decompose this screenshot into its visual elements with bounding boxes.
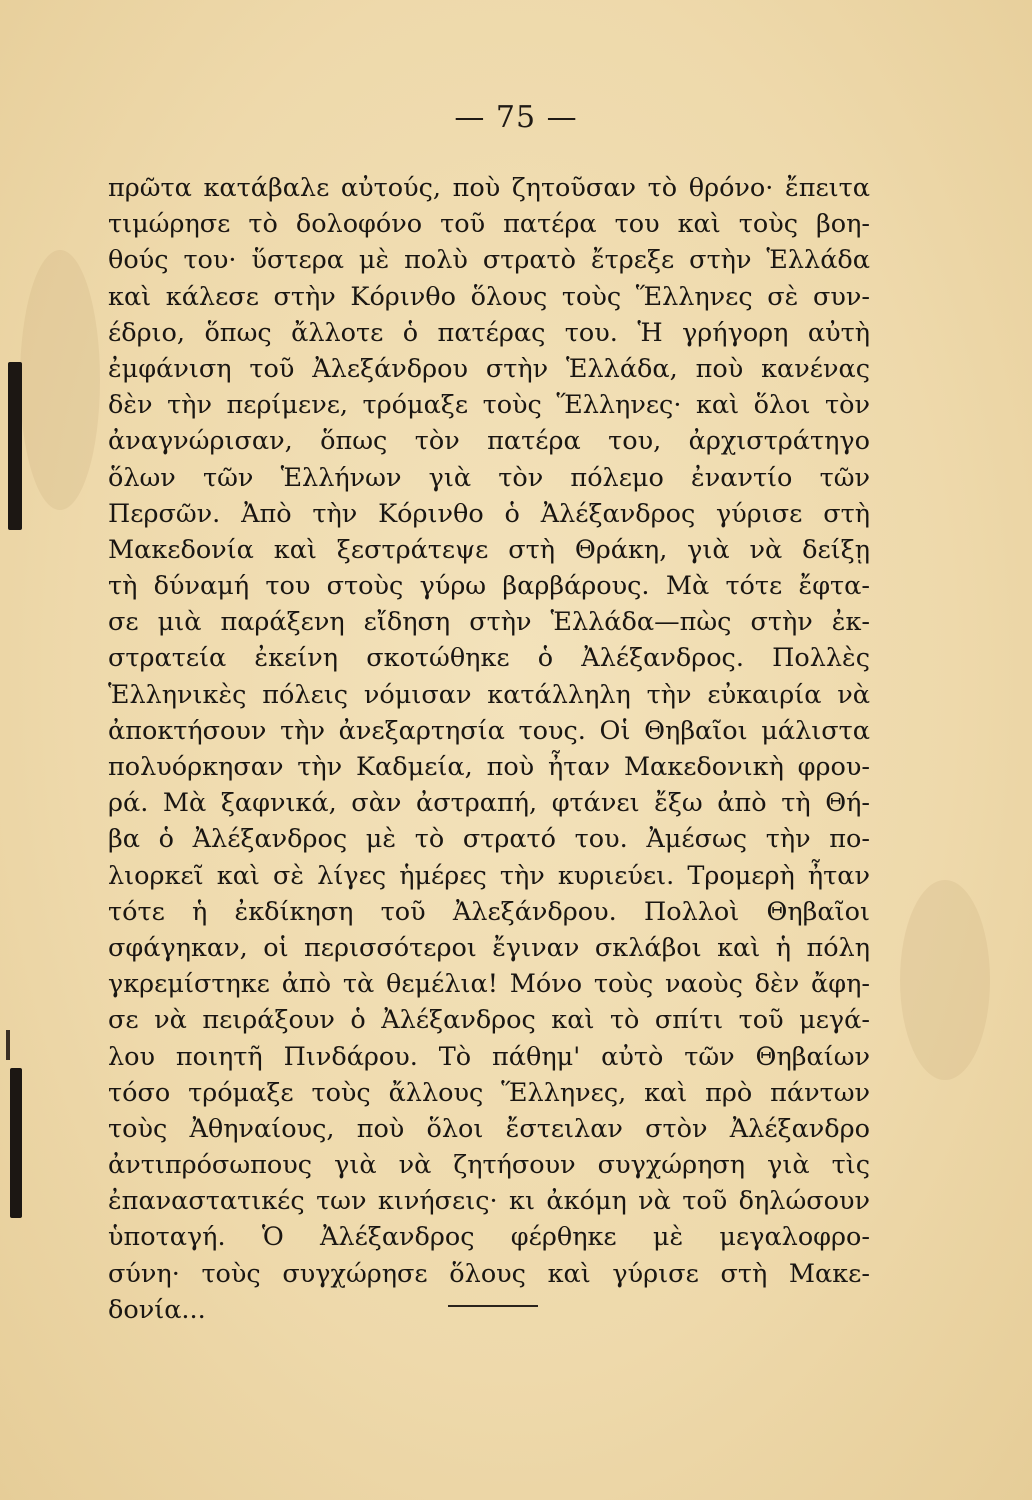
- text-line: Περσῶν. Ἀπὸ τὴν Κόρινθο ὁ Ἀλέξανδρος γύρισε στὴ: [108, 498, 870, 529]
- paper-stain: [900, 880, 990, 1080]
- text-line: έδριο, ὅπως ἄλλοτε ὁ πατέρας του. Ἡ γρήγορη αὐτὴ: [108, 317, 870, 348]
- text-line: τοὺς Ἀθηναίους, ποὺ ὅλοι ἔστειλαν στὸν Ἀλέξανδρο: [108, 1113, 870, 1144]
- text-line: σφάγηκαν, οἱ περισσότεροι ἔγιναν σκλάβοι καὶ ἡ πόλη: [108, 932, 870, 963]
- text-line: θούς του· ὕστερα μὲ πολὺ στρατὸ ἔτρεξε στὴν Ἑλλάδα: [108, 245, 870, 276]
- text-line: δὲν τὴν περίμενε, τρόμαξε τοὺς Ἕλληνες· καὶ ὅλοι τὸν: [108, 390, 870, 421]
- text-line: Ἑλληνικὲς πόλεις νόμισαν κατάλληλη τὴν εὐκαιρία νὰ: [108, 679, 870, 710]
- text-line: δονία...: [108, 1294, 206, 1325]
- text-line: στρατεία ἐκείνη σκοτώθηκε ὁ Ἀλέξανδρος. Πολλὲς: [108, 643, 870, 674]
- text-line: ὅλων τῶν Ἑλλήνων γιὰ τὸν πόλεμο ἐναντίο τῶν: [108, 462, 870, 493]
- end-rule: [448, 1305, 538, 1307]
- text-line: τιμώρησε τὸ δολοφόνο τοῦ πατέρα του καὶ τοὺς βοη-: [108, 209, 870, 240]
- text-line: βα ὁ Ἀλέξανδρος μὲ τὸ στρατό του. Ἀμέσως τὴν πο-: [108, 824, 870, 855]
- text-line: σε μιὰ παράξενη εἴδηση στὴν Ἑλλάδα—πὼς στὴν ἐκ-: [108, 607, 870, 638]
- margin-ink-mark: [6, 1030, 10, 1060]
- margin-ink-mark: [10, 1068, 22, 1218]
- margin-ink-mark: [8, 362, 22, 530]
- text-line: ἐπαναστατικές των κινήσεις· κι ἀκόμη νὰ τοῦ δηλώσουν: [108, 1186, 870, 1217]
- text-line: ὑποταγή. Ὁ Ἀλέξανδρος φέρθηκε μὲ μεγαλοφρο-: [108, 1222, 870, 1253]
- text-line: πολυόρκησαν τὴν Καδμεία, ποὺ ἦταν Μακεδονικὴ φρου-: [108, 752, 870, 782]
- text-line: ἀποκτήσουν τὴν ἀνεξαρτησία τους. Οἱ Θηβαῖοι μάλιστα: [108, 715, 870, 746]
- text-line: πρῶτα κατάβαλε αὐτούς, ποὺ ζητοῦσαν τὸ θρόνο· ἔπειτα: [108, 173, 870, 203]
- text-line: καὶ κάλεσε στὴν Κόρινθο ὅλους τοὺς Ἕλληνες σὲ συν-: [108, 281, 870, 312]
- text-line: Μακεδονία καὶ ξεστράτεψε στὴ Θράκη, γιὰ νὰ δείξῃ: [108, 534, 870, 565]
- text-line: σε νὰ πειράξουν ὁ Ἀλέξανδρος καὶ τὸ σπίτι τοῦ μεγά-: [108, 1005, 870, 1036]
- text-line: λιορκεῖ καὶ σὲ λίγες ἡμέρες τὴν κυριεύει. Τρομερὴ ἦταν: [108, 860, 870, 891]
- text-line: ἀντιπρόσωπους γιὰ νὰ ζητήσουν συγχώρηση γιὰ τὶς: [108, 1150, 870, 1181]
- text-line: λου ποιητῆ Πινδάρου. Τὸ πάθημ' αὐτὸ τῶν Θηβαίων: [108, 1041, 870, 1072]
- body-text: [108, 170, 870, 1328]
- paper-stain: [20, 250, 100, 510]
- text-line: ἐμφάνιση τοῦ Ἀλεξάνδρου στὴν Ἑλλάδα, ποὺ κανένας: [108, 353, 870, 384]
- text-line: τὴ δύναμή του στοὺς γύρω βαρβάρους. Μὰ τότε ἔφτα-: [108, 571, 870, 602]
- text-line: τόσο τρόμαξε τοὺς ἄλλους Ἕλληνες, καὶ πρὸ πάντων: [108, 1077, 870, 1108]
- page-number: — 75 —: [454, 100, 578, 135]
- text-line: ἀναγνώρισαν, ὅπως τὸν πατέρα του, ἀρχιστράτηγο: [108, 426, 870, 457]
- text-line: σύνη· τοὺς συγχώρησε ὅλους καὶ γύρισε στὴ Μακε-: [108, 1258, 870, 1289]
- text-line: γκρεμίστηκε ἀπὸ τὰ θεμέλια! Μόνο τοὺς ναοὺς δὲν ἄφη-: [108, 969, 870, 1000]
- text-line: ρά. Μὰ ξαφνικά, σὰν ἀστραπή, φτάνει ἔξω ἀπὸ τὴ Θή-: [108, 788, 870, 819]
- text-line: τότε ἡ ἐκδίκηση τοῦ Ἀλεξάνδρου. Πολλοὶ Θηβαῖοι: [108, 896, 870, 927]
